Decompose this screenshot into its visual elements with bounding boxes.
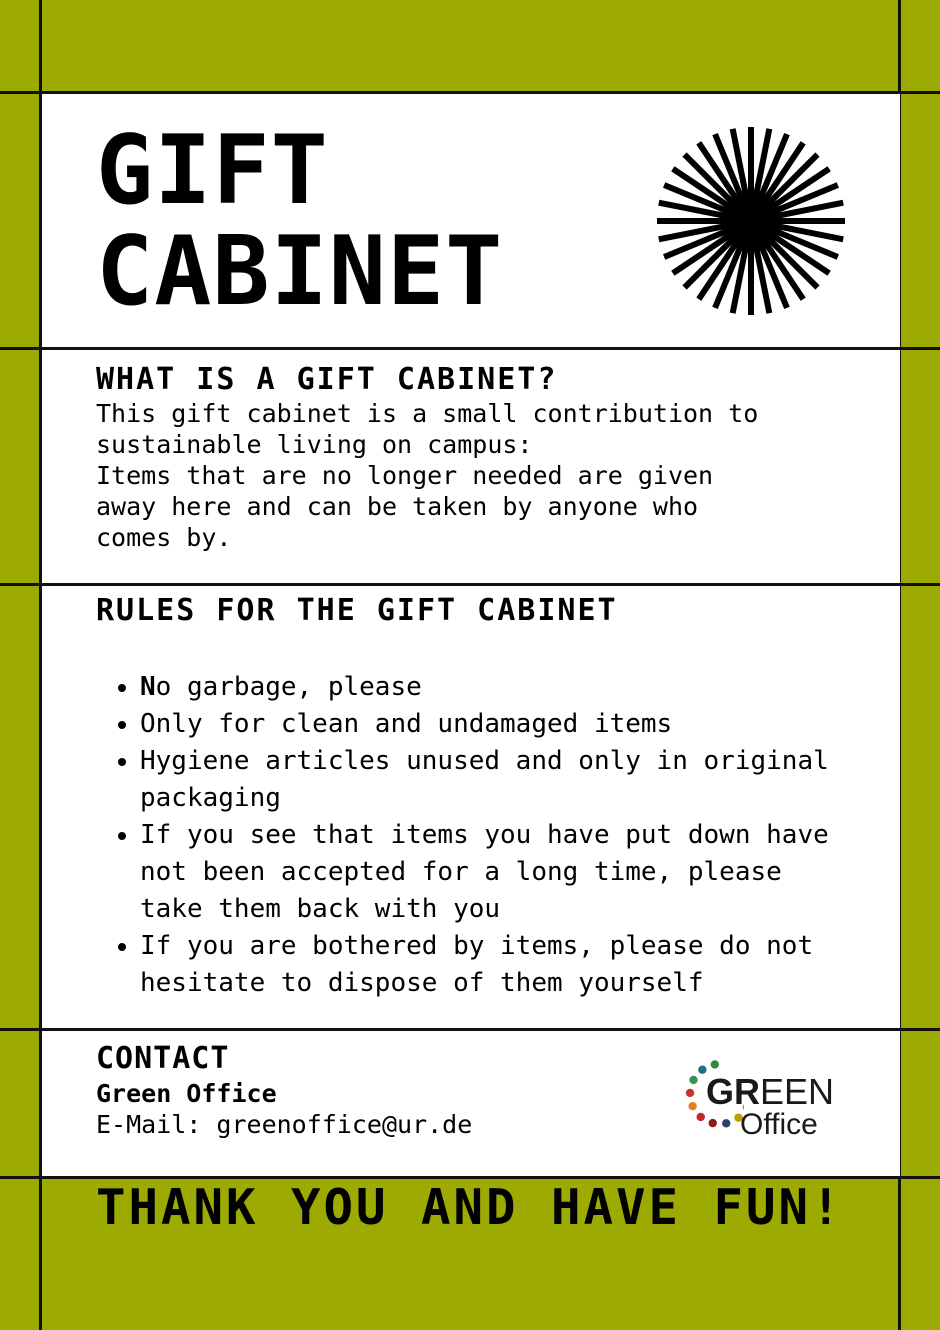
rules-list-item: • Only for clean and undamaged items [140,706,840,743]
logo-dot [722,1119,730,1127]
logo-dot [689,1076,697,1084]
starburst-center [725,195,777,247]
contact-email: E-Mail: greenoffice@ur.de [96,1110,473,1139]
footer-message: THANK YOU AND HAVE FUN! [96,1179,844,1236]
title-line-2: CABINET [96,217,504,327]
logo-word-office: Office [740,1108,818,1141]
starburst-icon [656,126,846,316]
rules-list-item: • No garbage, please [140,669,840,706]
contact-name: Green Office [96,1079,277,1108]
contact-heading: CONTACT [96,1041,230,1076]
rules-heading: RULES FOR THE GIFT CABINET [96,593,618,628]
about-heading: WHAT IS A GIFT CABINET? [96,362,558,397]
logo-dot [711,1060,719,1068]
logo-dot [709,1119,717,1127]
rules-list-item: • If you are bothered by items, please do not hesitate to dispose of them yourself [140,928,840,1002]
green-office-logo [684,1056,834,1146]
logo-word-green: GREEN [706,1071,835,1112]
logo-dot [688,1102,696,1110]
title-line-1: GIFT [96,116,329,226]
rules-list-item: • Hygiene articles unused and only in original packaging [140,743,840,817]
rules-list [96,669,840,1002]
logo-dot [686,1089,694,1097]
rules-list-item: • If you see that items you have put down have not been accepted for a long time, please take them back with you [140,817,840,928]
logo-dot [697,1113,705,1121]
about-text: This gift cabinet is a small contribution to sustainable living on campus: Items that are no longer needed are given away here and can be taken by anyone who comes by. [96,399,759,552]
